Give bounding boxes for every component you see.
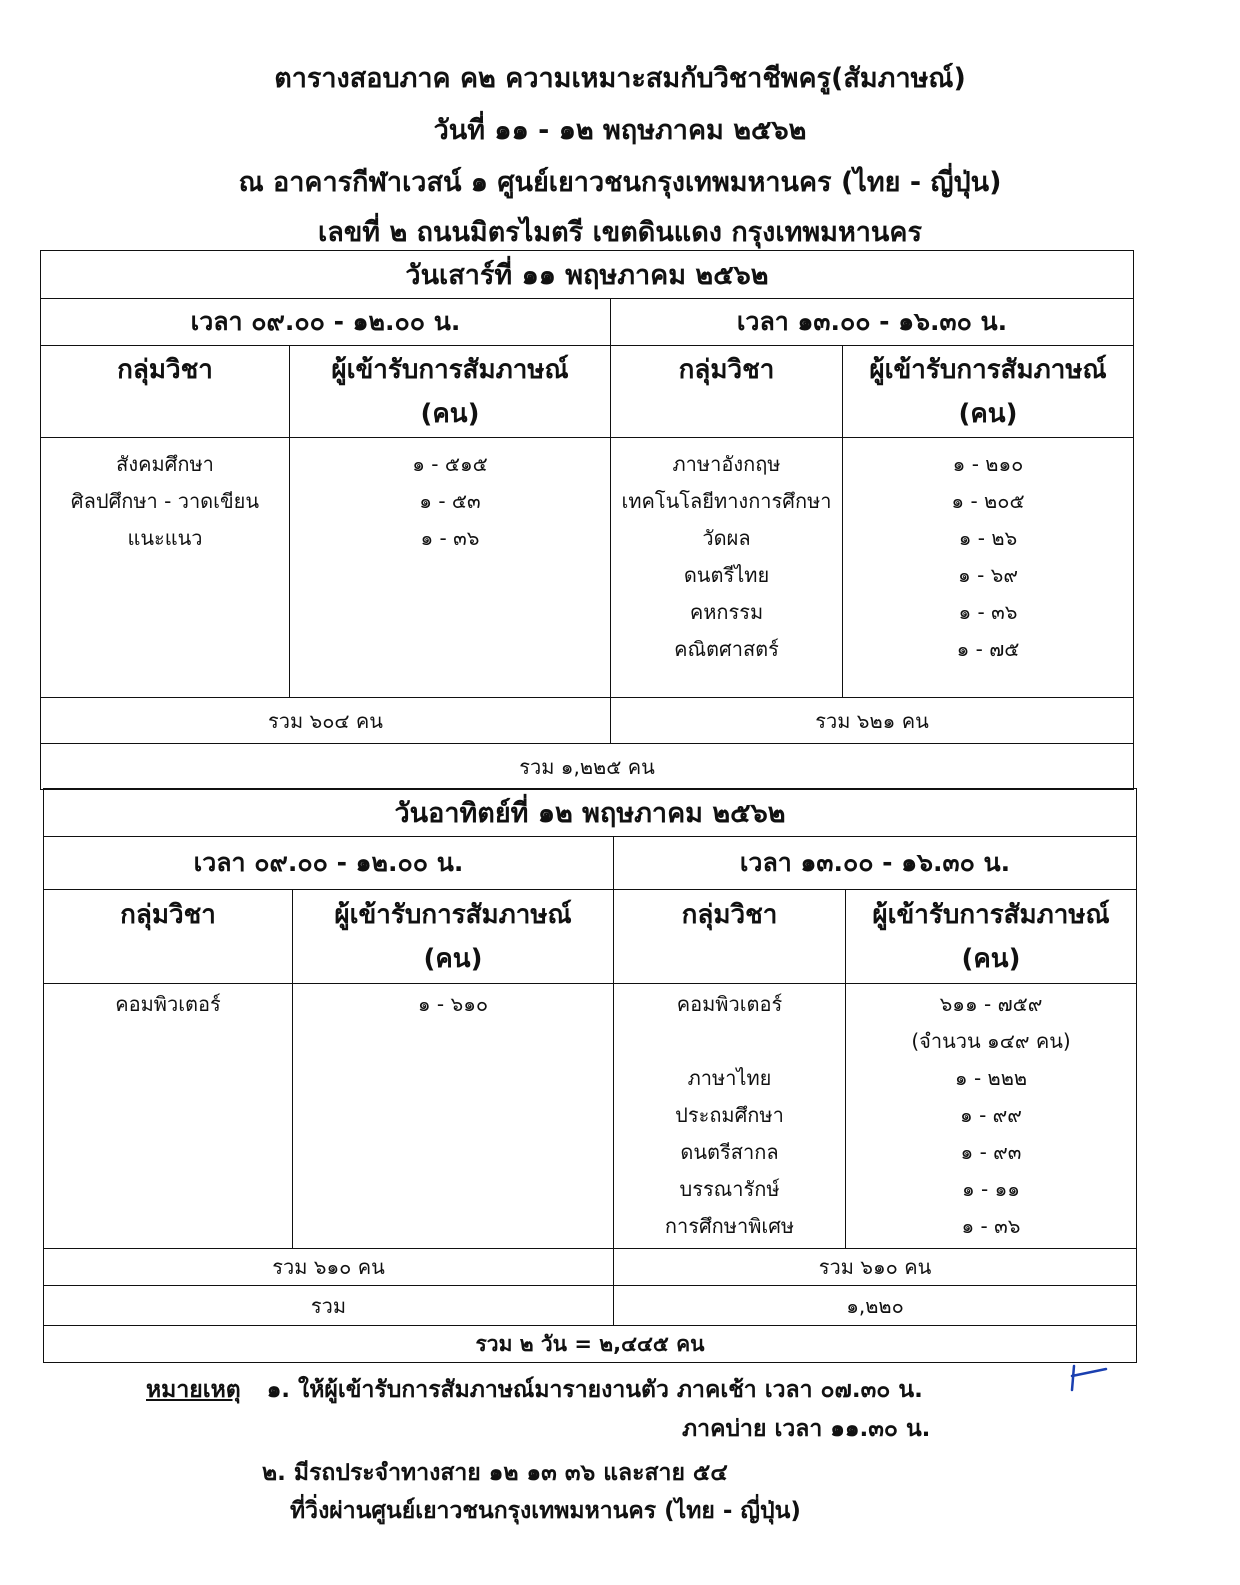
note-2-continued: ที่วิ่งผ่านศูนย์เยาวชนกรุงเทพมหานคร (ไทย - ญี่ปุ่น) (290, 1498, 801, 1524)
saturday-morning-time: เวลา ๐๙.๐๐ - ๑๒.๐๐ น. (41, 299, 611, 346)
sunday-morning-subjects (44, 984, 293, 1249)
doc-title: ตารางสอบภาค ค๒ ความเหมาะสมกับวิชาชีพครู(สัมภาษณ์) (274, 63, 966, 94)
list-item: สังคมศึกษา (116, 452, 214, 476)
list-item: ๑ - ๒๖ (958, 526, 1018, 550)
note-1-text: ๑. ให้ผู้เข้ารับการสัมภาษณ์มารายงานตัว ภาคเช้า เวลา ๐๗.๓๐ น. (266, 1377, 923, 1403)
list-item: ๖๑๑ - ๗๕๙ (939, 992, 1043, 1016)
check-mark-icon (1066, 1362, 1112, 1394)
list-item: ดนตรีสากล (680, 1140, 779, 1164)
list-item: ๑ - ๒๑๐ (952, 452, 1024, 476)
column-header-group-label: กลุ่มวิชา (117, 354, 213, 385)
grand-total: รวม ๒ วัน = ๒,๔๔๕ คน (44, 1326, 1137, 1363)
sunday-sum-label: รวม (44, 1286, 614, 1326)
list-item: ๑ - ๖๑๐ (417, 992, 489, 1016)
saturday-morning-subjects (41, 438, 290, 698)
list-item: ภาษาอังกฤษ (672, 452, 781, 476)
list-item: แนะแนว (127, 526, 203, 550)
list-item: ศิลปศึกษา - วาดเขียน (70, 489, 260, 513)
note-1 (146, 1372, 923, 1408)
doc-address: เลขที่ ๒ ถนนมิตรไมตรี เขตดินแดง กรุงเทพมหานคร (318, 217, 922, 248)
saturday-afternoon-ranges (843, 438, 1134, 698)
sunday-afternoon-subjects (614, 984, 846, 1249)
sunday-afternoon-total: รวม ๖๑๐ คน (614, 1249, 1137, 1286)
column-header-group (614, 890, 846, 984)
list-item: ๑ - ๑๑ (961, 1177, 1021, 1201)
list-item: เทคโนโลยีทางการศึกษา (621, 489, 832, 513)
sunday-morning-total: รวม ๖๑๐ คน (44, 1249, 614, 1286)
column-header-interviewees (293, 890, 614, 984)
list-item (614, 1023, 845, 1060)
column-header-interviewees-label: ผู้เข้ารับการสัมภาษณ์ (872, 899, 1110, 930)
column-header-interviewees (846, 890, 1137, 984)
list-item: ๑ - ๓๖ (420, 526, 480, 550)
column-header-group (41, 346, 290, 438)
sunday-title: วันอาทิตย์ที่ ๑๒ พฤษภาคม ๒๕๖๒ (44, 789, 1137, 837)
column-header-interviewees (843, 346, 1134, 438)
sunday-afternoon-ranges (846, 984, 1137, 1249)
list-item: ๑ - ๓๖ (958, 600, 1018, 624)
saturday-schedule-table (40, 250, 1134, 790)
column-header-group-label: กลุ่มวิชา (120, 899, 216, 930)
column-header-group (44, 890, 293, 984)
list-item: (จำนวน ๑๔๙ คน) (911, 1029, 1071, 1053)
column-header-unit: (คน) (958, 398, 1018, 429)
sunday-schedule-table (43, 788, 1137, 1363)
sunday-morning-ranges (293, 984, 614, 1249)
list-item: คอมพิวเตอร์ (676, 992, 783, 1016)
list-item: ประถมศึกษา (675, 1103, 784, 1127)
list-item: ๑ - ๕๓ (419, 489, 481, 513)
list-item: ๑ - ๗๕ (956, 637, 1020, 661)
saturday-afternoon-total: รวม ๖๒๑ คน (611, 698, 1134, 744)
saturday-title: วันเสาร์ที่ ๑๑ พฤษภาคม ๒๕๖๒ (41, 251, 1134, 299)
note-1-afternoon: ภาคบ่าย เวลา ๑๑.๓๐ น. (682, 1416, 931, 1442)
saturday-morning-total: รวม ๖๐๔ คน (41, 698, 611, 744)
column-header-unit: (คน) (420, 398, 480, 429)
sunday-sum-value: ๑,๒๒๐ (614, 1286, 1137, 1326)
sunday-morning-time: เวลา ๐๙.๐๐ - ๑๒.๐๐ น. (44, 837, 614, 890)
saturday-day-total: รวม ๑,๒๒๕ คน (41, 744, 1134, 790)
column-header-interviewees (290, 346, 611, 438)
list-item: ๑ - ๒๐๕ (951, 489, 1025, 513)
list-item: ๑ - ๙๓ (960, 1140, 1022, 1164)
doc-dates: วันที่ ๑๑ - ๑๒ พฤษภาคม ๒๕๖๒ (433, 115, 807, 146)
saturday-morning-ranges (290, 438, 611, 698)
column-header-interviewees-label: ผู้เข้ารับการสัมภาษณ์ (331, 354, 569, 385)
list-item: คหกรรม (689, 600, 764, 624)
list-item: ดนตรีไทย (683, 563, 770, 587)
saturday-afternoon-time: เวลา ๑๓.๐๐ - ๑๖.๓๐ น. (611, 299, 1134, 346)
note-2: ๒. มีรถประจำทางสาย ๑๒ ๑๓ ๓๖ และสาย ๕๔ (262, 1460, 728, 1486)
column-header-interviewees-label: ผู้เข้ารับการสัมภาษณ์ (334, 899, 572, 930)
list-item: ๑ - ๖๙ (958, 563, 1018, 587)
list-item: ๑ - ๒๒๒ (954, 1066, 1028, 1090)
list-item: คอมพิวเตอร์ (115, 992, 221, 1016)
list-item: ภาษาไทย (687, 1066, 772, 1090)
list-item: ๑ - ๓๖ (961, 1214, 1021, 1238)
list-item: บรรณารักษ์ (679, 1177, 780, 1201)
saturday-afternoon-subjects (611, 438, 843, 698)
column-header-group (611, 346, 843, 438)
list-item: วัดผล (702, 526, 751, 550)
list-item: ๑ - ๕๑๕ (412, 452, 488, 476)
list-item: การศึกษาพิเศษ (664, 1214, 795, 1238)
sunday-afternoon-time: เวลา ๑๓.๐๐ - ๑๖.๓๐ น. (614, 837, 1137, 890)
list-item: คณิตศาสตร์ (674, 637, 779, 661)
column-header-unit: (คน) (423, 943, 483, 974)
doc-venue: ณ อาคารกีฬาเวสน์ ๑ ศูนย์เยาวชนกรุงเทพมหานคร (ไทย - ญี่ปุ่น) (238, 167, 1002, 198)
column-header-group-label: กลุ่มวิชา (678, 354, 775, 385)
column-header-group-label: กลุ่มวิชา (681, 899, 778, 930)
note-label: หมายเหตุ (146, 1377, 241, 1403)
column-header-unit: (คน) (961, 943, 1021, 974)
list-item: ๑ - ๙๙ (960, 1103, 1022, 1127)
column-header-interviewees-label: ผู้เข้ารับการสัมภาษณ์ (869, 354, 1107, 385)
